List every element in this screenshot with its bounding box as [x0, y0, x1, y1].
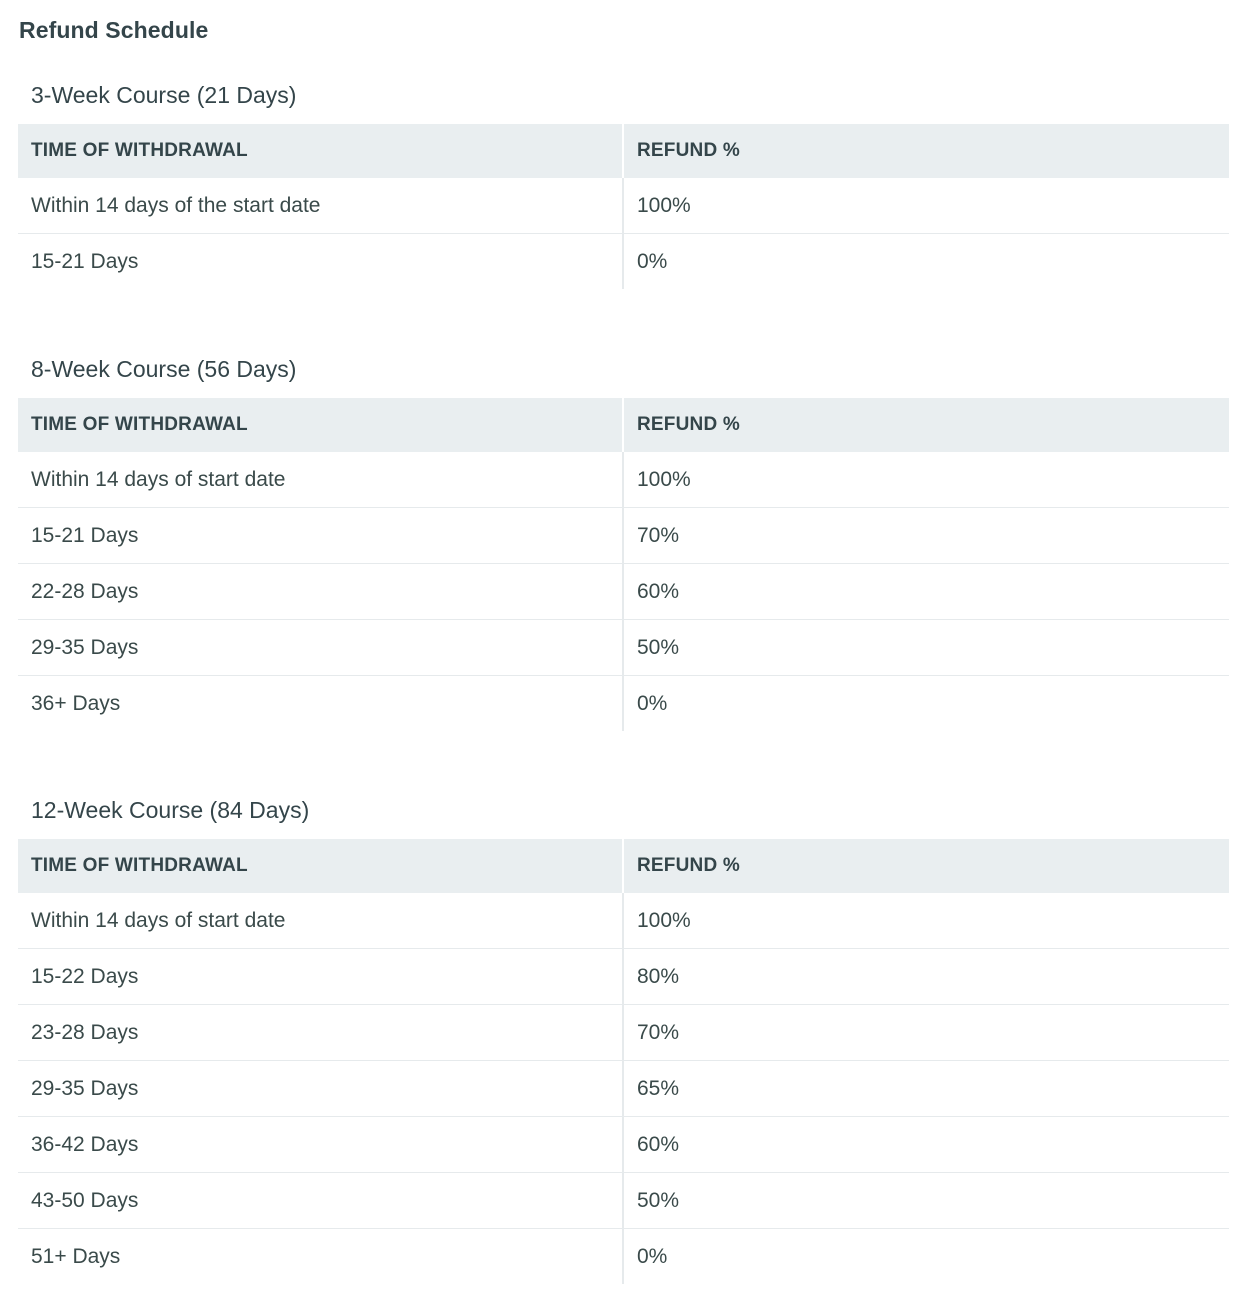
- refund-percent: 70%: [623, 1005, 1229, 1061]
- header-time-of-withdrawal: TIME OF WITHDRAWAL: [18, 398, 623, 452]
- refund-percent: 60%: [623, 1117, 1229, 1173]
- table-row: [18, 178, 1229, 234]
- table-row: [18, 893, 1229, 949]
- header-refund-percent: REFUND %: [623, 398, 1229, 452]
- table-row: [18, 1229, 1229, 1285]
- withdrawal-period: 15-21 Days: [31, 249, 139, 273]
- refund-percent: 0%: [623, 1229, 1229, 1285]
- refund-percent: 100%: [623, 178, 1229, 234]
- withdrawal-period: 29-35 Days: [18, 620, 623, 676]
- table-row: [18, 508, 1229, 564]
- refund-percent: 0%: [623, 234, 1229, 290]
- withdrawal-period: 29-35 Days: [18, 1061, 623, 1117]
- table-row: [18, 1005, 1229, 1061]
- table-row: [18, 1061, 1229, 1117]
- table-row: [18, 949, 1229, 1005]
- withdrawal-period: 15-22 Days: [18, 949, 623, 1005]
- withdrawal-period: Within 14 days of start date: [18, 452, 623, 508]
- refund-percent: 50%: [623, 1173, 1229, 1229]
- refund-percent: 0%: [623, 676, 1229, 732]
- refund-percent: 60%: [623, 564, 1229, 620]
- header-refund-percent: REFUND %: [623, 124, 1229, 178]
- refund-percent: 80%: [623, 949, 1229, 1005]
- table-header-row: [18, 839, 1229, 893]
- refund-section-12-week: [18, 787, 1229, 1284]
- table-row: [18, 452, 1229, 508]
- refund-percent: 70%: [623, 508, 1229, 564]
- refund-percent: 100%: [623, 893, 1229, 949]
- refund-section-8-week: [18, 346, 1229, 731]
- section-title: 8-Week Course (56 Days): [31, 356, 297, 382]
- table-row: [18, 1173, 1229, 1229]
- withdrawal-period: 36-42 Days: [18, 1117, 623, 1173]
- withdrawal-period: 15-21 Days: [18, 508, 623, 564]
- refund-table: [18, 839, 1229, 1284]
- withdrawal-period: 51+ Days: [31, 1244, 121, 1268]
- table-row: [18, 1117, 1229, 1173]
- table-header-row: [18, 124, 1229, 178]
- withdrawal-period: 36+ Days: [31, 691, 121, 715]
- table-row: [18, 620, 1229, 676]
- page-title: Refund Schedule: [19, 17, 209, 43]
- table-row: [18, 676, 1229, 732]
- refund-percent: 65%: [623, 1061, 1229, 1117]
- table-row: [18, 564, 1229, 620]
- withdrawal-period: 23-28 Days: [18, 1005, 623, 1061]
- header-refund-percent: REFUND %: [623, 839, 1229, 893]
- refund-percent: 50%: [623, 620, 1229, 676]
- withdrawal-period: 43-50 Days: [18, 1173, 623, 1229]
- section-title: 3-Week Course (21 Days): [31, 82, 297, 108]
- section-title: 12-Week Course (84 Days): [31, 797, 310, 823]
- table-header-row: [18, 398, 1229, 452]
- withdrawal-period: 22-28 Days: [18, 564, 623, 620]
- refund-table: [18, 398, 1229, 731]
- withdrawal-period: Within 14 days of the start date: [18, 178, 623, 234]
- header-time-of-withdrawal: TIME OF WITHDRAWAL: [18, 839, 623, 893]
- refund-table: [18, 124, 1229, 289]
- withdrawal-period: Within 14 days of start date: [18, 893, 623, 949]
- refund-percent: 100%: [623, 452, 1229, 508]
- header-time-of-withdrawal: TIME OF WITHDRAWAL: [18, 124, 623, 178]
- refund-section-3-week: [18, 72, 1229, 289]
- table-row: [18, 234, 1229, 290]
